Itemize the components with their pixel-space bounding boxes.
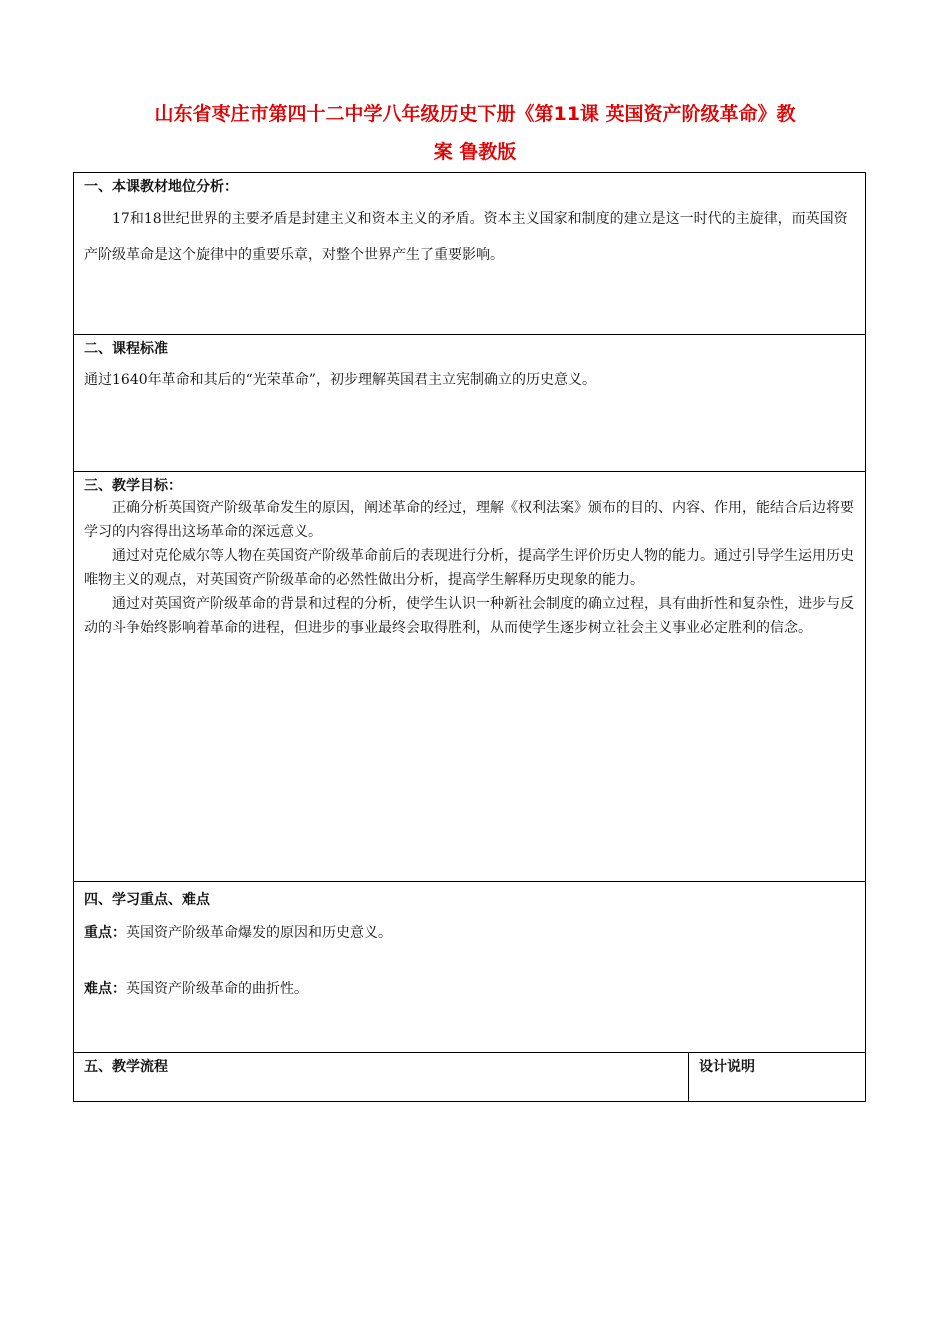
section-teaching-objectives [74, 472, 865, 882]
section-heading: 二、课程标准 [84, 341, 168, 357]
process-cell [74, 1053, 689, 1101]
section-key-difficult-points [74, 882, 865, 1053]
design-note-heading: 设计说明 [699, 1059, 755, 1075]
difficult-point [84, 976, 855, 1002]
objective-paragraph-1: 正确分析英国资产阶级革命发生的原因，阐述革命的经过，理解《权利法案》颁布的目的、内容、作用，能结合后边将要学习的内容得出这场革命的深远意义。 [84, 500, 854, 540]
title-line-2: 案 鲁教版 [433, 141, 517, 163]
section-heading: 五、教学流程 [84, 1059, 168, 1075]
difficult-point-label: 难点： [84, 981, 126, 997]
section-heading: 一、本课教材地位分析： [84, 179, 238, 195]
key-point [84, 920, 855, 946]
section-textbook-analysis [74, 173, 865, 335]
section-heading: 三、教学目标： [84, 478, 182, 494]
section-heading: 四、学习重点、难点 [84, 892, 210, 908]
objective-paragraph-3: 通过对英国资产阶级革命的背景和过程的分析，使学生认识一种新社会制度的确立过程，具有曲折性和复杂性，进步与反动的斗争始终影响着革命的进程，但进步的事业最终会取得胜利，从而使学生逐步树立社会主义事业必定胜利的信念。 [84, 596, 854, 636]
title-line-1: 山东省枣庄市第四十二中学八年级历史下册《第11课 英国资产阶级革命》教 [154, 103, 796, 125]
difficult-point-text: 英国资产阶级革命的曲折性。 [126, 981, 308, 997]
document-title [60, 95, 890, 171]
key-point-text: 英国资产阶级革命爆发的原因和历史意义。 [126, 925, 392, 941]
section-curriculum-standard [74, 335, 865, 472]
section-paragraph: 通过1640年革命和其后的“光荣革命”，初步理解英国君主立宪制确立的历史意义。 [84, 372, 596, 388]
lesson-plan-table [73, 172, 866, 1102]
key-point-label: 重点： [84, 925, 126, 941]
section-teaching-process [74, 1053, 865, 1101]
design-note-cell [689, 1053, 865, 1101]
objective-paragraph-2: 通过对克伦威尔等人物在英国资产阶级革命前后的表现进行分析，提高学生评价历史人物的能力。通过引导学生运用历史唯物主义的观点，对英国资产阶级革命的必然性做出分析，提高学生解释历史现象的能力。 [84, 548, 854, 588]
section-paragraph: 17和18世纪世界的主要矛盾是封建主义和资本主义的矛盾。资本主义国家和制度的建立是这一时代的主旋律，而英国资产阶级革命是这个旋律中的重要乐章，对整个世界产生了重要影响。 [84, 211, 848, 263]
